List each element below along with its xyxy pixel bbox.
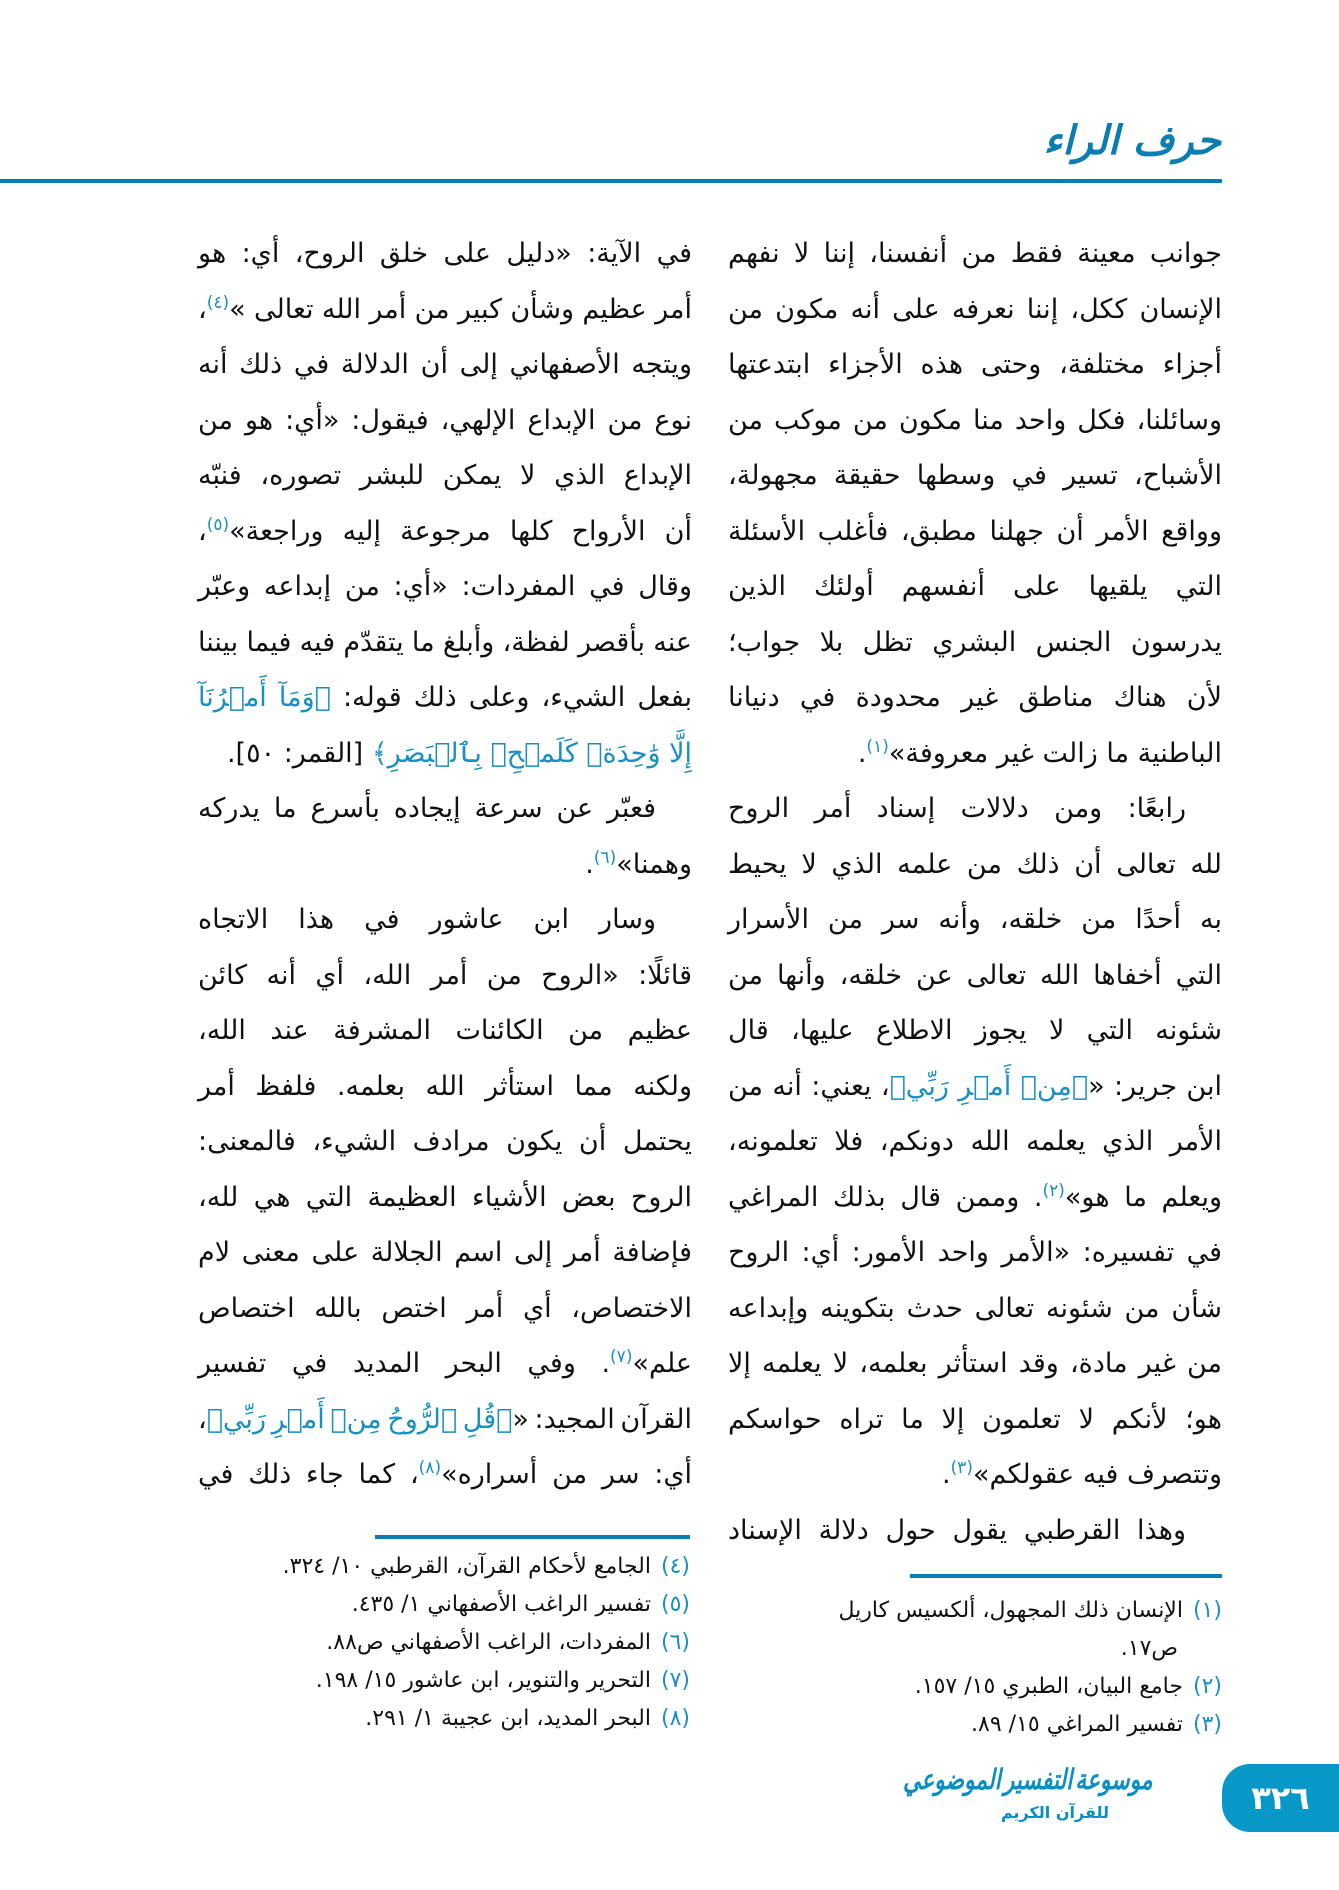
text-segment: ، كما جاء ذلك في [198, 1459, 419, 1490]
text-segment: . وممن قال بذلك المراغي [728, 1181, 1043, 1213]
quran-verse: ﴿قُلِ ٱلرُّوحُ مِنۡ أَمۡرِ رَبِّي﴾ [206, 1403, 513, 1435]
text-segment: في تفسيره: «الأمر واحد الأمور: أي: الروح [728, 1237, 1222, 1268]
text-line [198, 1336, 692, 1392]
text-column-left [198, 226, 692, 1503]
text-segment: علم» [632, 1348, 692, 1379]
text-segment: وقال في المفردات: «أي: من إبداعه وعبّر [198, 571, 692, 602]
text-segment: جوانب معينة فقط من أنفسنا، إننا لا نفهم [728, 238, 1222, 269]
text-line [198, 948, 692, 1004]
text-line [728, 615, 1222, 671]
footnote-text: تفسير المراغي ١٥/ ٨٩. [971, 1712, 1183, 1737]
text-line [728, 1225, 1222, 1281]
text-segment: ولكنه مما استأثر الله بعلمه. فلفظ أمر [198, 1070, 692, 1102]
text-segment: يدرسون الجنس البشري تظل بلا جواب؛ [728, 626, 1222, 658]
footnote [727, 1668, 1222, 1706]
text-line [728, 670, 1222, 726]
text-segment: في الآية: «دليل على خلق الروح، أي: هو [198, 238, 692, 269]
text-segment: من غير مادة، وقد استأثر بعلمه، لا يعلمه إلا [728, 1348, 1222, 1379]
text-segment: وتتصرف فيه عقولكم» [972, 1459, 1222, 1490]
text-segment: نوع من الإبداع الإلهي، فيقول: «أي: هو من [198, 404, 692, 436]
footnote [198, 1624, 690, 1662]
text-segment: الباطنية ما زالت غير معروفة» [888, 737, 1222, 769]
text-line [728, 726, 1222, 782]
footnote-text: تفسير الراغب الأصفهاني ١/ ٤٣٥. [351, 1592, 651, 1617]
text-segment: الأشباح، تسير في وسطها حقيقة مجهولة، [728, 460, 1222, 491]
text-line [728, 948, 1222, 1004]
footnote-text: الإنسان ذلك المجهول، ألكسيس كاريل [838, 1598, 1183, 1623]
footnote-number: (٢) [1192, 1674, 1222, 1699]
text-line [728, 1447, 1222, 1503]
footnote-number: (٦) [660, 1630, 690, 1655]
text-line [728, 504, 1222, 560]
text-line [198, 337, 692, 393]
text-line [728, 559, 1222, 615]
quran-verse: ﴿مِنۡ أَمۡرِ رَبِّي﴾ [889, 1070, 1089, 1102]
text-segment: عنه بأقصر لفظة، وأبلغ ما يتقدّم فيه فيما بيننا [198, 626, 692, 658]
text-segment: وسائلنا، فكل واحد منا مكون من موكب من [728, 404, 1222, 436]
text-segment: وهمنا» [616, 848, 692, 880]
text-line [198, 504, 692, 560]
text-segment: وسار ابن عاشور في هذا الاتجاه [198, 904, 656, 935]
text-line [198, 1225, 692, 1281]
footnote-number: (١) [1192, 1598, 1222, 1623]
footnote-divider-left [375, 1535, 690, 1539]
text-line [728, 1170, 1222, 1226]
text-segment: رابعًا: ومن دلالات إسناد أمر الروح [728, 793, 1186, 824]
text-segment: ، [198, 515, 207, 547]
footnote [727, 1706, 1222, 1744]
footnote-ref[interactable]: (٧) [610, 1347, 633, 1367]
text-line [728, 1503, 1222, 1559]
footnote-divider-right [910, 1574, 1222, 1578]
text-segment: بفعل الشيء، وعلى ذلك قوله: [330, 682, 692, 713]
text-segment: لأن هناك مناطق غير محدودة في دنيانا [728, 682, 1222, 713]
text-line [198, 1447, 692, 1503]
footnote-ref[interactable]: (١) [866, 736, 889, 757]
text-segment: عظيم من الكائنات المشرفة عند الله، [198, 1015, 692, 1046]
text-segment: . [585, 848, 594, 880]
page-number: ٣٢٦ [1222, 1764, 1339, 1832]
footnote-number: (٥) [660, 1592, 690, 1617]
text-segment: الأمر الذي يعلمه الله دونكم، فلا تعلمونه، [728, 1126, 1222, 1157]
text-segment: الإنسان ككل، إننا نعرفه على أنه مكون من [728, 293, 1222, 325]
text-line [728, 282, 1222, 338]
text-segment: . وفي البحر المديد في تفسير [198, 1348, 611, 1379]
text-segment: أجزاء مختلفة، وحتى هذه الأجزاء ابتدعتها [728, 349, 1222, 380]
text-line [728, 226, 1222, 282]
text-segment: أمر عظيم وشأن كبير من أمر الله تعالى » [229, 293, 692, 325]
logo-subtitle: للقرآن الكريم [1000, 1803, 1110, 1822]
text-segment: به أحدًا من خلقه، وأنه سر من الأسرار [728, 904, 1222, 935]
text-segment: شئونه التي لا يجوز الاطلاع عليها، قال [728, 1015, 1222, 1046]
text-line [728, 1336, 1222, 1392]
text-line [728, 1059, 1222, 1115]
text-segment: التي يلقيها على أنفسهم أولئك الذين [728, 571, 1222, 602]
text-segment: ، [198, 1403, 207, 1435]
text-line [728, 781, 1222, 837]
text-line [198, 448, 692, 504]
text-segment: فعبّر عن سرعة إيجاده بأسرع ما يدركه [198, 793, 656, 824]
footnotes-left [198, 1548, 690, 1738]
text-segment: ويتجه الأصفهاني إلى أن الدلالة في ذلك أنه [198, 349, 692, 380]
text-segment: يحتمل أن يكون مرادف الشيء، فالمعنى: [198, 1126, 692, 1157]
text-line [198, 781, 692, 837]
text-line [198, 1059, 692, 1115]
text-line [198, 282, 692, 338]
encyclopedia-logo [902, 1758, 1180, 1842]
footnote-text: المفردات، الراغب الأصفهاني ص٨٨. [326, 1630, 651, 1655]
quran-verse: ﴿وَمَآ أَمۡرُنَآ [198, 682, 331, 713]
footnote-ref[interactable]: (٢) [1042, 1180, 1065, 1201]
footnote-text: التحرير والتنوير، ابن عاشور ١٥/ ١٩٨. [315, 1668, 651, 1693]
text-line [728, 1281, 1222, 1337]
text-line [198, 615, 692, 671]
footnote-ref[interactable]: (٣) [950, 1458, 973, 1478]
text-line [198, 1392, 692, 1448]
text-segment: الإبداع الذي لا يمكن للبشر تصوره، فنبّه [198, 460, 692, 491]
quran-verse: إِلَّا وَٰحِدَةٞ كَلَمۡحِۭ بِٱلۡبَصَرِ﴾ [371, 737, 692, 769]
footnote-text: البحر المديد، ابن عجيبة ١/ ٢٩١. [365, 1706, 651, 1731]
text-segment: . [857, 737, 867, 769]
footnote [727, 1592, 1222, 1630]
text-line [728, 892, 1222, 948]
text-line [728, 448, 1222, 504]
text-line [728, 393, 1222, 449]
text-segment: وواقع الأمر أن جهلنا مطبق، فأغلب الأسئلة [728, 515, 1222, 547]
text-line [728, 1003, 1222, 1059]
footnote-number: (٨) [660, 1706, 690, 1731]
text-line [198, 559, 692, 615]
text-segment: [القمر: ٥٠]. [226, 737, 372, 769]
text-segment: أي: سر من أسراره» [441, 1459, 692, 1490]
footnote-text: جامع البيان، الطبري ١٥/ ١٥٧. [914, 1674, 1183, 1699]
footnote [198, 1662, 690, 1700]
text-line [728, 837, 1222, 893]
text-line [198, 1114, 692, 1170]
footnote-number: (٣) [1192, 1712, 1222, 1737]
text-line [198, 1281, 692, 1337]
footnote-number: (٧) [660, 1668, 690, 1693]
text-segment: . [941, 1459, 951, 1490]
text-line [198, 1003, 692, 1059]
header-divider [0, 179, 1222, 183]
text-line [198, 670, 692, 726]
text-line [198, 1170, 692, 1226]
text-segment: التي أخفاها الله تعالى عن خلقه، وأنها من [728, 959, 1222, 991]
text-segment: الروح بعض الأشياء العظيمة التي هي لله، [198, 1181, 692, 1213]
text-segment: شأن من شئونه تعالى حدث بتكوينه وإبداعه [728, 1292, 1222, 1324]
text-segment: ويعلم ما هو» [1064, 1181, 1223, 1213]
footnotes-right [727, 1592, 1222, 1744]
text-column-right [728, 226, 1222, 1558]
footnote-ref[interactable]: (٤) [206, 292, 230, 313]
text-segment: ، [198, 293, 207, 325]
text-line [728, 1114, 1222, 1170]
text-line [728, 1392, 1222, 1448]
text-segment: أن الأرواح كلها مرجوعة إليه وراجعة» [229, 515, 692, 547]
text-line [728, 337, 1222, 393]
footnote [198, 1586, 690, 1624]
text-line [198, 226, 692, 282]
logo-title: موسوعة التفسير الموضوعي [902, 1763, 1153, 1796]
text-line [198, 837, 692, 893]
text-segment: فإضافة أمر إلى اسم الجلالة على معنى لام [198, 1237, 692, 1268]
text-segment: ابن جرير: « [1088, 1070, 1222, 1102]
footnote-ref[interactable]: (٥) [206, 514, 230, 535]
footnote-text: الجامع لأحكام القرآن، القرطبي ١٠/ ٣٢٤. [282, 1554, 651, 1579]
footnote [198, 1548, 690, 1586]
text-segment: القرآن المجيد: « [512, 1403, 692, 1435]
text-segment: قائلًا: «الروح من أمر الله، أي أنه كائن [198, 959, 692, 991]
footnote-ref[interactable]: (٦) [593, 847, 617, 868]
footnote [198, 1700, 690, 1738]
text-line [198, 726, 692, 782]
text-segment: لله تعالى أن ذلك من علمه الذي لا يحيط [728, 848, 1222, 880]
text-segment: هو؛ لأنكم لا تعلمون إلا ما تراه حواسكم [728, 1403, 1222, 1435]
text-segment: ، يعني: أنه من [728, 1070, 890, 1102]
text-segment: وهذا القرطبي يقول حول دلالة الإسناد [728, 1514, 1186, 1546]
text-line [198, 393, 692, 449]
footnote-number: (٤) [660, 1554, 690, 1579]
text-segment: الاختصاص، أي أمر اختص بالله اختصاص [198, 1292, 692, 1324]
text-line [198, 892, 692, 948]
footnote-continuation: ص١٧. [1120, 1636, 1178, 1661]
footnote-ref[interactable]: (٨) [418, 1458, 442, 1478]
chapter-title: حرف الراء [1043, 118, 1221, 164]
